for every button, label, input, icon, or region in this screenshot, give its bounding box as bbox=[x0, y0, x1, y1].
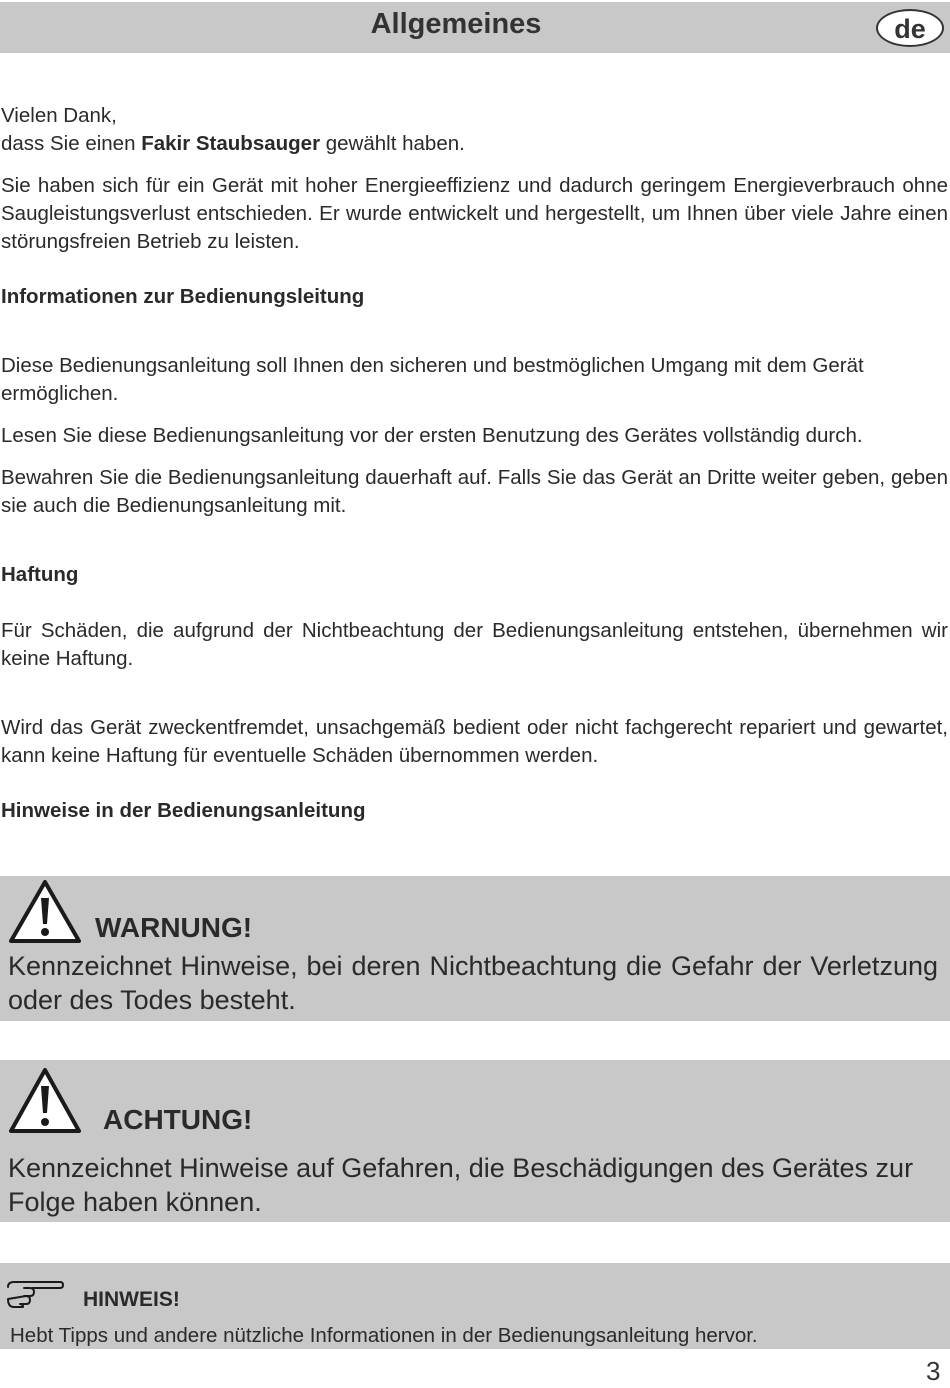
info-paragraph-2: Lesen Sie diese Bedienungsanleitung vor der ersten Benutzung des Gerätes vollständig durch. bbox=[1, 424, 863, 447]
hint-title: HINWEIS! bbox=[83, 1288, 180, 1311]
caution-box bbox=[0, 1060, 950, 1222]
warning-box bbox=[0, 876, 950, 1021]
page-number: 3 bbox=[926, 1356, 941, 1386]
warning-triangle-icon bbox=[8, 878, 82, 944]
warning-text: Kennzeichnet Hinweise, bei deren Nichtbeachtung die Gefahr der Verletzung oder des Todes besteht. bbox=[8, 951, 938, 1015]
liability-heading: Haftung bbox=[1, 563, 79, 586]
intro-text-after: gewählt haben. bbox=[320, 132, 465, 155]
warning-title: WARNUNG! bbox=[95, 912, 253, 943]
page-title: Allgemeines bbox=[370, 8, 542, 40]
intro-text-before: dass Sie einen bbox=[1, 132, 142, 155]
pointing-hand-icon bbox=[6, 1279, 64, 1309]
intro-paragraph: Sie haben sich für ein Gerät mit hoher Energieeffizienz und dadurch geringem Energieverbrauch ohne Saugleistungsverlust entschieden. Er wurde entwickelt und hergestellt, um Ihnen über viele Jahre einen störungsfreien Betrieb zu leisten. bbox=[1, 174, 948, 253]
language-badge: de bbox=[876, 9, 944, 47]
info-heading: Informationen zur Bedienungsleitung bbox=[1, 285, 365, 308]
warning-triangle-icon bbox=[8, 1066, 82, 1134]
product-name: Fakir Staubsauger bbox=[141, 132, 321, 155]
liability-paragraph-1: Für Schäden, die aufgrund der Nichtbeachtung der Bedienungsanleitung entstehen, übernehmen wir keine Haftung. bbox=[1, 619, 948, 670]
caution-title: ACHTUNG! bbox=[103, 1104, 253, 1135]
liability-paragraph-2: Wird das Gerät zweckentfremdet, unsachgemäß bedient oder nicht fachgerecht repariert und gewartet, kann keine Haftung für eventuelle Schäden übernommen werden. bbox=[1, 716, 948, 767]
notes-heading: Hinweise in der Bedienungsanleitung bbox=[1, 799, 366, 822]
info-paragraph-1: Diese Bedienungsanleitung soll Ihnen den sicheren und bestmöglichen Umgang mit dem Gerät ermöglichen. bbox=[1, 354, 864, 405]
intro-line bbox=[1, 130, 948, 158]
greeting: Vielen Dank, bbox=[1, 104, 117, 127]
caution-text: Kennzeichnet Hinweise auf Gefahren, die Beschädigungen des Gerätes zur Folge haben können. bbox=[8, 1153, 914, 1217]
info-paragraph-3: Bewahren Sie die Bedienungsanleitung dauerhaft auf. Falls Sie das Gerät an Dritte weiter geben, geben sie auch die Bedienungsanleitung mit. bbox=[1, 466, 948, 517]
hint-text: Hebt Tipps und andere nützliche Informationen in der Bedienungsanleitung hervor. bbox=[10, 1324, 758, 1347]
hint-box bbox=[0, 1263, 950, 1349]
